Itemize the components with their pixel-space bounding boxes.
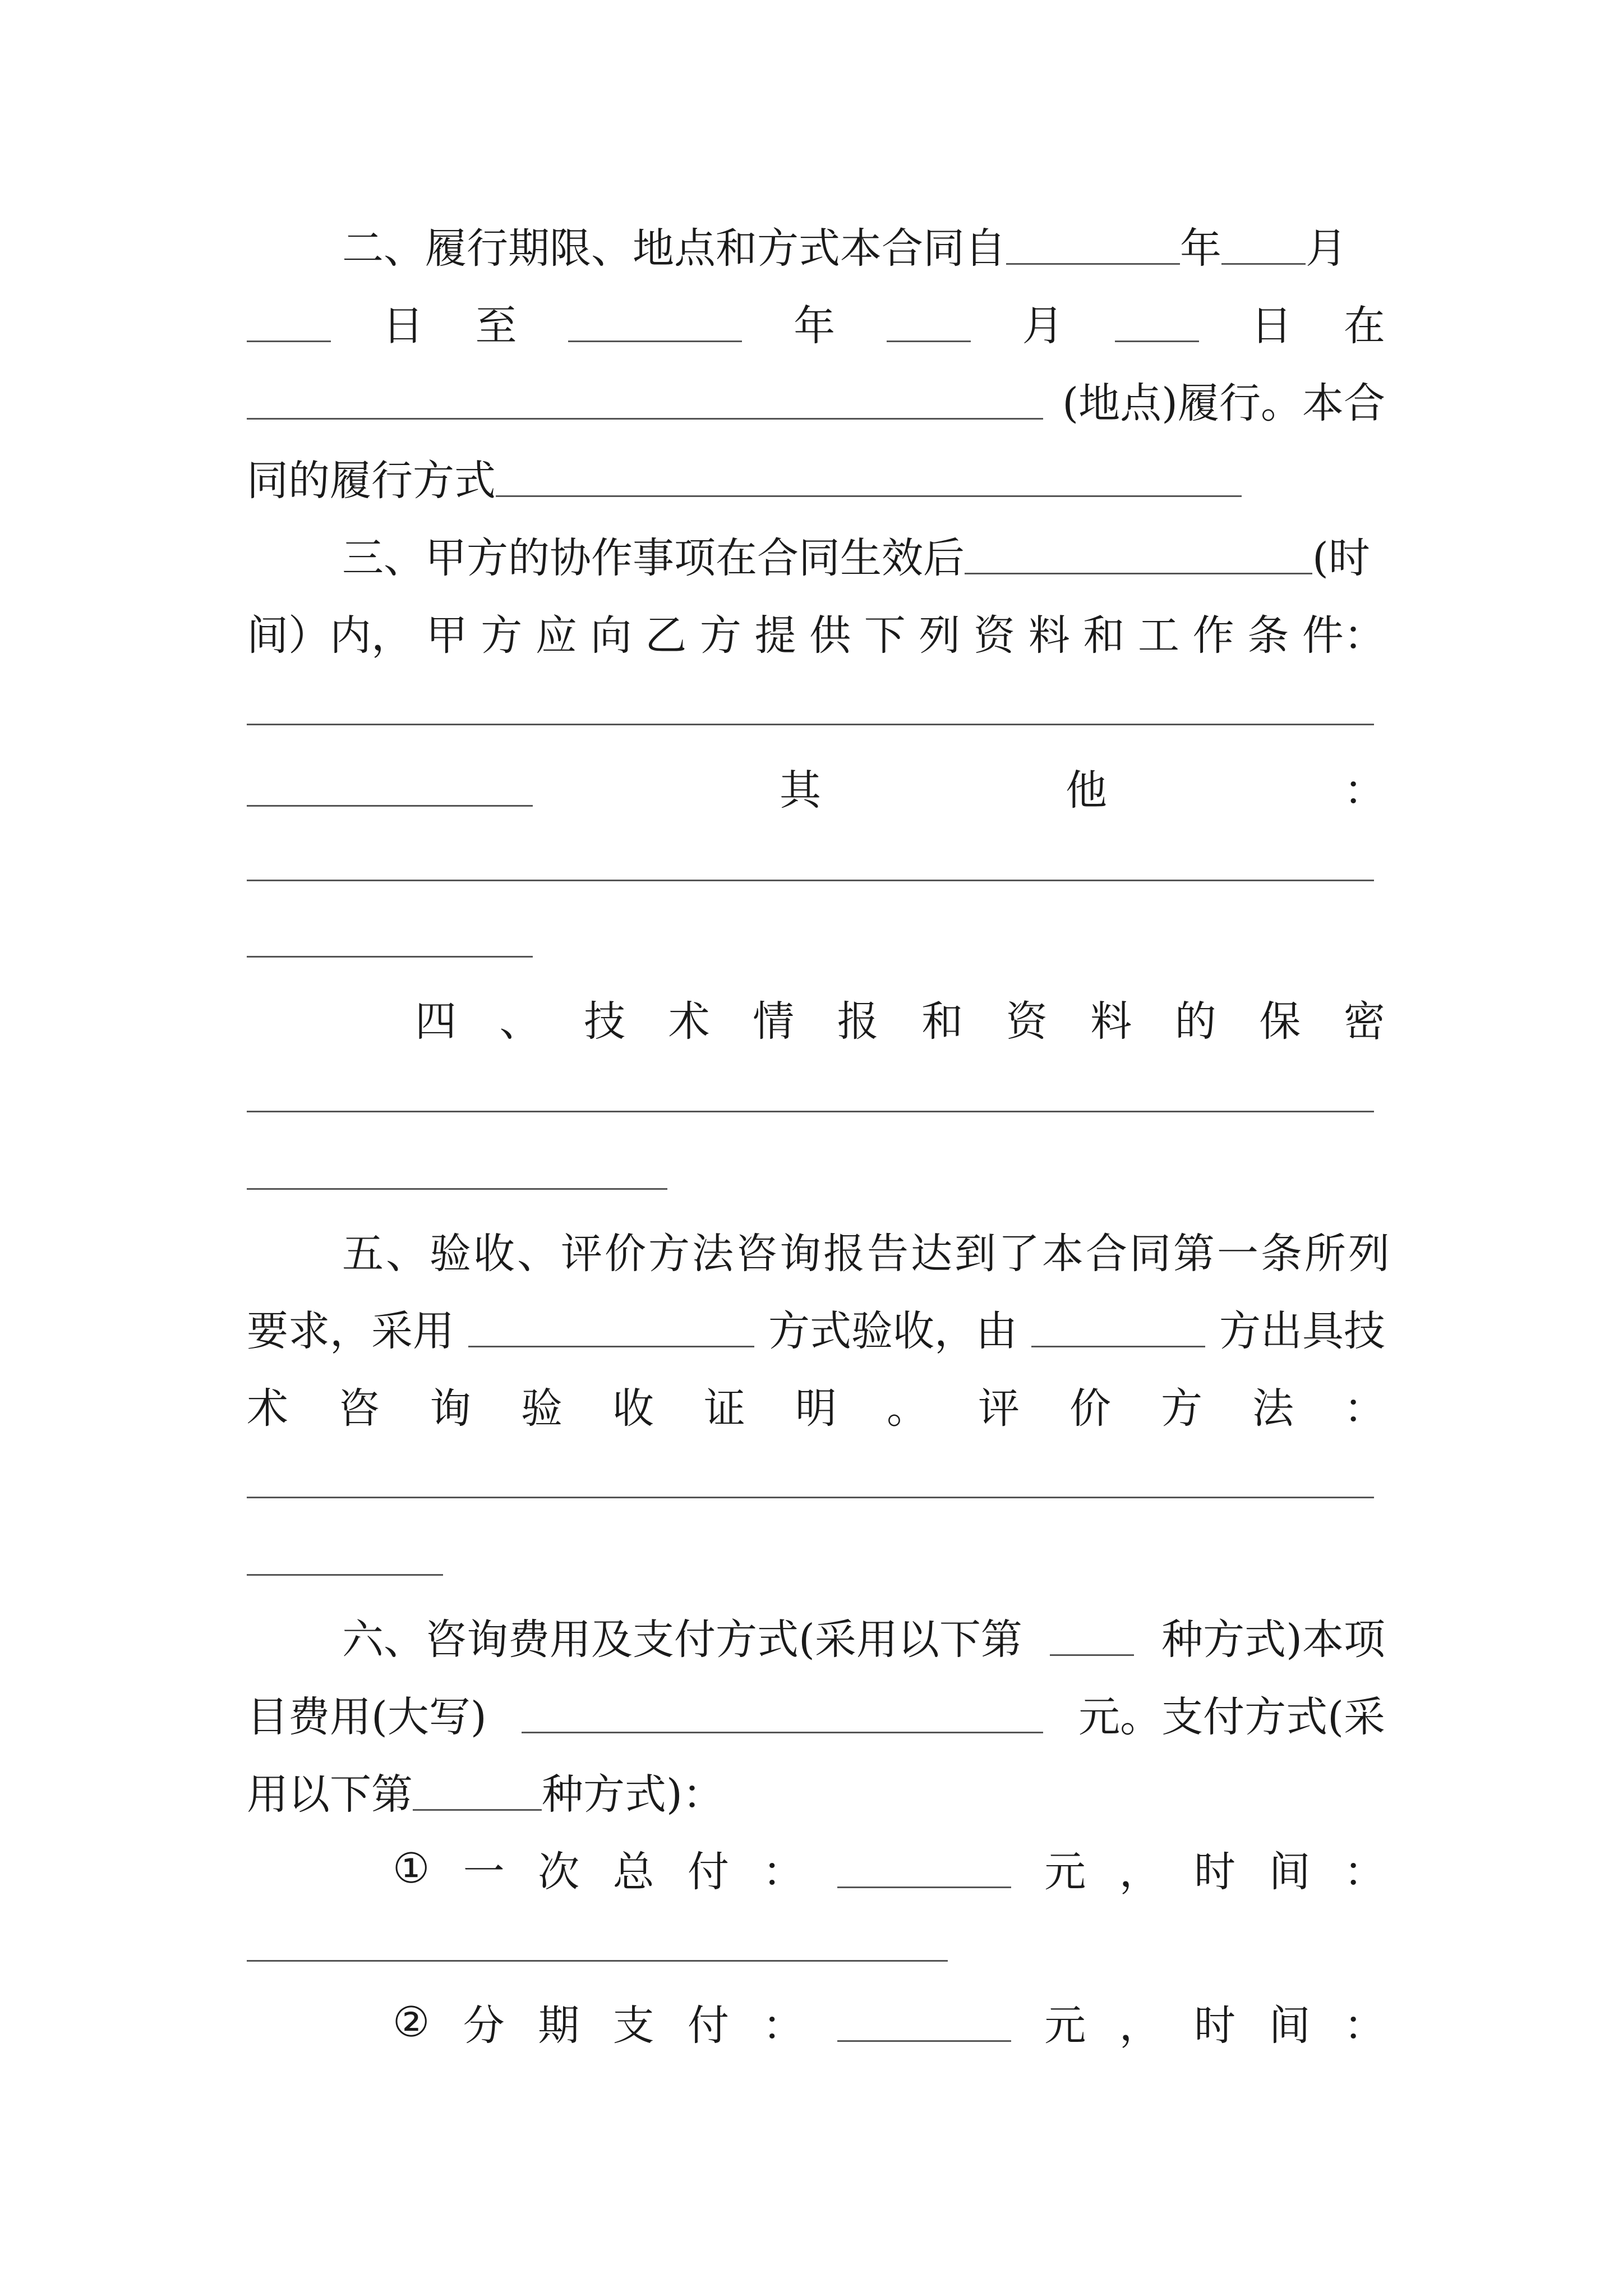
blank-place[interactable] [247,380,1043,420]
char: ： [1344,766,1385,815]
char: 方 [1161,1384,1202,1433]
sec6-text: 目费用(大写) [247,1693,487,1741]
blank-confidential-end[interactable] [247,1188,667,1190]
char: 他 [1066,766,1107,815]
blank-materials-line[interactable] [247,724,1374,725]
method-label: 同的履行方式 [247,457,496,505]
char: 术 [247,1384,288,1433]
blank-installment-amount[interactable] [837,2003,1011,2042]
char: 其 [780,766,821,815]
char: 付 [688,1848,730,1896]
sec5-line2 [247,1289,1385,1366]
char: 付 [688,2001,730,2050]
blank-end-month[interactable] [887,303,971,342]
char: 工 [1137,611,1179,660]
char: ： [1343,1848,1385,1896]
char: 提 [754,611,796,660]
sec5-text: 方式验收，由 [768,1307,1017,1355]
month-label: 月 [1022,302,1064,350]
sec3-other-line [247,748,1385,826]
char: ① [393,1844,430,1893]
char: 供 [809,611,851,660]
blank-option-number[interactable] [1050,1617,1134,1656]
blank-method[interactable] [496,458,1242,497]
char: 列 [919,611,961,660]
sec6-option2 [393,1984,1385,2061]
sec5-text: 要求，采用 [247,1307,454,1355]
year-label: 年 [794,302,836,350]
char: 咨 [338,1384,380,1433]
sec4-line [415,979,1385,1057]
char: 料 [1028,611,1070,660]
blank-confidential-line[interactable] [247,1111,1374,1112]
sec5-line3 [247,1366,1385,1444]
sec6-text: 种方式)： [542,1770,724,1819]
char: 评 [978,1384,1020,1433]
sec6-text: 六、咨询费用及支付方式(采用以下第 [342,1616,1022,1664]
char: 总 [612,1848,654,1896]
day-label: 日 [382,302,424,350]
char: 方 [699,611,741,660]
char: 次 [538,1848,580,1896]
blank-start-day[interactable] [247,303,331,342]
char: 术 [668,997,710,1046]
sec6-line3 [247,1752,724,1830]
char: 时 [1194,2001,1236,2050]
char: 乙 [645,611,687,660]
sec2-line1 [342,206,1385,284]
char: 时 [1194,1848,1236,1896]
year-label: 年 [1180,224,1221,273]
sec2-line3 [247,361,1385,439]
blank-end-day[interactable] [1115,303,1199,342]
sec3-line1 [342,516,1385,593]
char: 支 [612,2001,654,2050]
char: 分 [463,2001,505,2050]
char: 和 [1083,611,1125,660]
char: 间 [1269,1848,1311,1896]
blank-other-line[interactable] [247,880,1374,881]
sec6-text: 元。支付方式(采 [1078,1693,1385,1741]
sec6-option1 [393,1830,1385,1907]
char: 资 [1006,997,1048,1046]
char: 向 [590,611,632,660]
blank-acceptance-method[interactable] [468,1308,754,1347]
blank-start-month[interactable] [1221,226,1306,265]
sec2-text: 二、履行期限、地点和方式本合同自 [342,224,1006,273]
char: 密 [1343,997,1385,1046]
char: 情 [753,997,795,1046]
char: 询 [430,1384,471,1433]
char: 收 [612,1384,654,1433]
blank-materials-end[interactable] [247,767,533,807]
blank-evaluation-line[interactable] [247,1497,1374,1498]
to-label: 至 [475,302,517,350]
sec6-line1 [342,1598,1385,1675]
char: ： [1344,1384,1385,1433]
sec6-text: 用以下第 [247,1770,413,1819]
sec5-text: 五、验收、评价方法咨询报告达到了本合同第一条所列 [342,1230,1392,1278]
char: ， [1119,2001,1161,2050]
blank-fee-amount[interactable] [522,1694,1043,1733]
char: 间 [1269,2001,1311,2050]
char: 价 [1069,1384,1111,1433]
char: 方 [481,611,523,660]
blank-lump-sum-time[interactable] [247,1960,948,1962]
sec2-line4 [247,439,1242,516]
char: ： [762,1848,804,1896]
blank-payment-option[interactable] [413,1772,542,1811]
blank-evaluation-end[interactable] [247,1574,443,1576]
blank-cooperation-time[interactable] [965,535,1312,574]
month-label: 月 [1306,224,1347,273]
place-label: (地点)履行。本合 [1062,379,1385,427]
char: 的 [1174,997,1216,1046]
sec6-line2 [247,1675,1385,1752]
sec2-line2 [247,284,1385,361]
char: 和 [921,997,963,1046]
char: 下 [864,611,906,660]
char: 作 [1192,611,1234,660]
char: 甲 [426,611,468,660]
char: ： [1343,2001,1385,2050]
blank-lump-sum-amount[interactable] [837,1849,1011,1888]
char: 法 [1252,1384,1294,1433]
blank-start-year[interactable] [1006,226,1180,265]
char: 报 [837,997,879,1046]
char: 条 [1247,611,1289,660]
char: 资 [974,611,1016,660]
char: 技 [584,997,626,1046]
blank-end-year[interactable] [568,303,742,342]
char: 四 [415,997,457,1046]
char: 元 [1044,1848,1086,1896]
blank-issuing-party[interactable] [1031,1308,1205,1347]
time-label: (时 [1312,534,1370,582]
sec3-line2 [247,593,1385,671]
sec5-line1 [342,1212,1392,1289]
char: 料 [1090,997,1132,1046]
char: 期 [538,2001,580,2050]
char: 一 [463,1848,505,1896]
at-label: 在 [1343,302,1385,350]
char: 明 [795,1384,837,1433]
char: 应 [535,611,577,660]
char: 证 [704,1384,745,1433]
sec3-text: 三、甲方的协作事项在合同生效后 [342,534,965,582]
char: ， [1119,1848,1161,1896]
char: 验 [521,1384,562,1433]
sec6-text: 种方式)本项 [1161,1616,1385,1664]
char: ： [762,2001,804,2050]
blank-other-end[interactable] [247,956,533,958]
char: 、 [499,997,541,1046]
char: 元 [1044,2001,1086,2050]
char: ② [393,1998,430,2046]
char: 。 [887,1384,928,1433]
char: 保 [1259,997,1301,1046]
day-label: 日 [1251,302,1293,350]
char: 间）内， [247,611,413,660]
char: 件： [1302,611,1385,660]
sec5-text: 方出具技 [1219,1307,1385,1355]
